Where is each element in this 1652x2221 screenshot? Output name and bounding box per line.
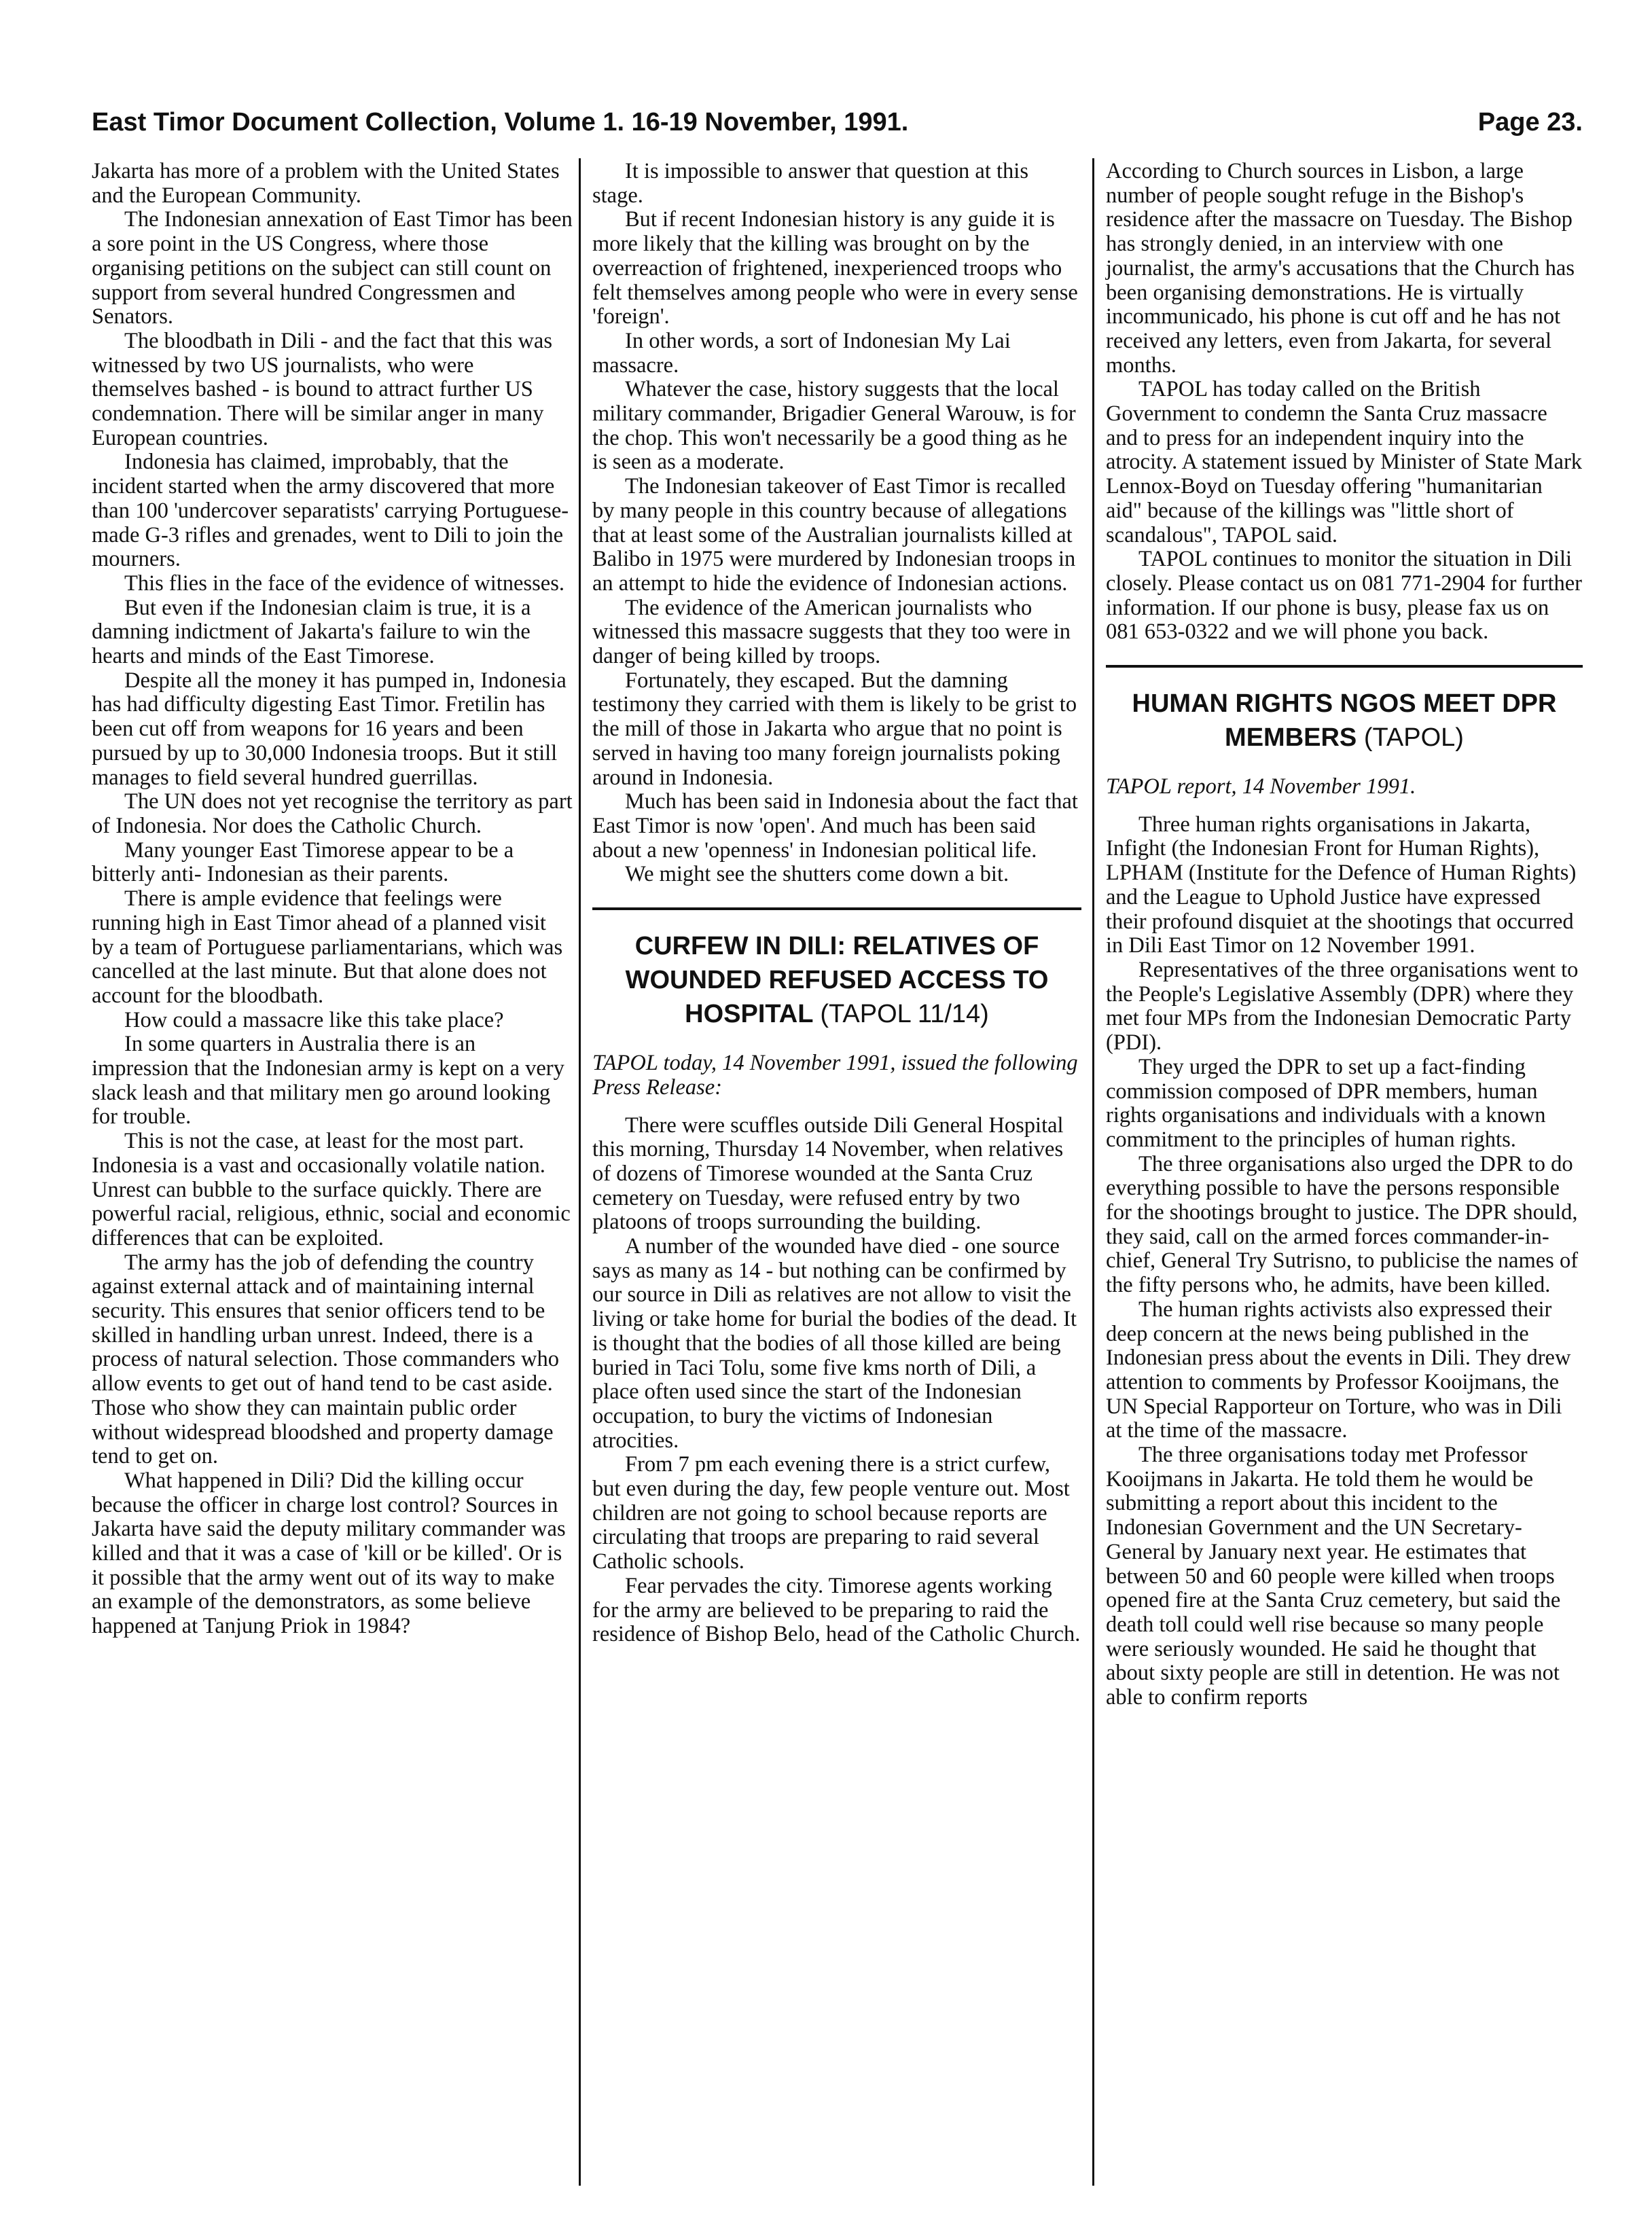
paragraph: The army has the job of defending the country against external attack and of maintaining internal security. This ensures that senior officers tend to be skilled in handling urban unrest. Indeed, there is a process of natural selection. Those commanders who allow events to get out of hand tend to be cast aside. Those who show they can maintain public order without widespread bloodshed and property damage tend to get on.: [92, 1250, 560, 1469]
paragraph: The three organisations also urged the DPR to do everything possible to have the persons responsible for the shootings brought to justice. The DPR should, they said, call on the armed forces commander-in-chief, General Try Sutrisno, to publicise the names of the fifty persons who, he admits, have been killed.: [1106, 1151, 1579, 1298]
paragraph: Jakarta has more of a problem with the United States and the European Community.: [92, 159, 560, 208]
paragraph: How could a massacre like this take place?: [124, 1007, 504, 1032]
paragraph: They urged the DPR to set up a fact-finding commission composed of DPR members, human rights organisations and individuals with a known commitment to the principles of human rights.: [1106, 1054, 1546, 1152]
paragraph: We might see the shutters come down a bit.: [625, 862, 1009, 887]
paragraph: The three organisations today met Professor Kooijmans in Jakarta. He told them he would be submitting a report about this incident to the Indonesian Government and the UN Secretary-General by January next year. He estimates that between 50 and 60 people were killed when troops opened fire at the Santa Cruz cemetery, but said the death toll could well rise because so many people were seriously wounded. He said he thought that about sixty people are still in detention. He was not able to confirm reports: [1106, 1443, 1561, 1710]
dateline: TAPOL report, 14 November 1991.: [1106, 774, 1416, 799]
paragraph: It is impossible to answer that question at this stage.: [592, 159, 1028, 208]
paragraph: But if recent Indonesian history is any guide it is more likely that the killing was brought on by the overreaction of frightened, inexperienced troops who felt themselves among people who were in every sense 'foreign'.: [592, 207, 1078, 329]
paragraph: Representatives of the three organisations went to the People's Legislative Assembly (DPR) where they met four MPs from the Indonesian Democratic Party (PDI).: [1106, 957, 1579, 1055]
paragraph: This flies in the face of the evidence of witnesses.: [124, 571, 564, 596]
article-headline: [1106, 687, 1583, 755]
headline-text: HUMAN RIGHTS NGOS MEET DPR MEMBERS: [1132, 689, 1557, 753]
paragraph: According to Church sources in Lisbon, a large number of people sought refuge in the Bishop's residence after the massacre on Tuesday. The Bishop has strongly denied, in an interview with one journalist, the army's accusations that the Church has been organising demonstrations. He is virtually incommunicado, his phone is cut off and he has not received any letters, even from Jakarta, for several months.: [1106, 159, 1575, 378]
paragraph: The evidence of the American journalists who witnessed this massacre suggests that they too were in danger of being killed by troops.: [592, 595, 1071, 669]
paragraph: The human rights activists also expressed their deep concern at the news being published in the Indonesian press about the events in Dili. They drew attention to comments by Professor Kooijmans, the UN Special Rapporteur on Torture, who was in Dili at the time of the massacre.: [1106, 1297, 1571, 1443]
article-divider: [592, 907, 1081, 910]
paragraph: TAPOL continues to monitor the situation in Dili closely. Please contact us on 081 771-2904 for further information. If our phone is busy, please fax us on 081 653-0322 and we will phone you back.: [1106, 547, 1582, 645]
paragraph: This is not the case, at least for the most part. Indonesia is a vast and occasionally volatile nation. Unrest can bubble to the surface quickly. There are powerful racial, religious, ethnic, social and economic differences that can be exploited.: [92, 1129, 571, 1250]
paragraph: The bloodbath in Dili - and the fact that this was witnessed by two US journalists, who were themselves bashed - is bound to attract further US condemnation. There will be similar anger in many European countries.: [92, 328, 552, 450]
paragraph: In other words, a sort of Indonesian My Lai massacre.: [592, 328, 1011, 378]
paragraph: There were scuffles outside Dili General Hospital this morning, Thursday 14 November, when relatives of dozens of Timorese wounded at the Santa Cruz cemetery on Tuesday, were refused entry by two platoons of troops surrounding the building.: [592, 1113, 1064, 1235]
paragraph: Fear pervades the city. Timorese agents working for the army are believed to be preparing to raid the residence of Bishop Belo, head of the Catholic Church.: [592, 1573, 1081, 1647]
page-number: Page 23.: [1477, 108, 1583, 137]
headline-source: (TAPOL 11/14): [820, 1000, 989, 1029]
paragraph: Much has been said in Indonesia about the fact that East Timor is now 'open'. And much has been said about a new 'openness' in Indonesian political life.: [592, 789, 1078, 863]
column-divider-right: [1092, 158, 1094, 2186]
publication-title: East Timor Document Collection, Volume 1. 16-19 November, 1991.: [92, 108, 909, 137]
headline-source: (TAPOL): [1363, 723, 1464, 753]
column-3: [1106, 160, 1583, 1710]
paragraph: The Indonesian takeover of East Timor is recalled by many people in this country because of allegations that at least some of the Australian journalists killed at Balibo in 1975 were murdered by Indonesian troops in an attempt to hide the evidence of Indonesian actions.: [592, 474, 1076, 596]
article-headline: [592, 929, 1081, 1031]
dateline: TAPOL today, 14 November 1991, issued the following Press Release:: [592, 1051, 1078, 1100]
paragraph: Three human rights organisations in Jakarta, Infight (the Indonesian Front for Human Rights), LPHAM (Institute for the Defence of Human Rights) and the League to Uphold Justice have expressed their profound disquiet at the shootings that occurred in Dili East Timor on 12 November 1991.: [1106, 812, 1577, 958]
paragraph: Whatever the case, history suggests that the local military commander, Brigadier General Warouw, is for the chop. This won't necessarily be a good thing as he is seen as a moderate.: [592, 377, 1076, 475]
paragraph: There is ample evidence that feelings were running high in East Timor ahead of a planned visit by a team of Portuguese parliamentarians, which was cancelled at the last minute. But that alone does not account for the bloodbath.: [92, 886, 563, 1008]
paragraph: What happened in Dili? Did the killing occur because the officer in charge lost control? Sources in Jakarta have said the deputy military commander was killed and that it was a case of 'kill or be killed'. Or is it possible that the army went out of its way to make an example of the demonstrators, as some believe happened at Tanjung Priok in 1984?: [92, 1468, 566, 1639]
paragraph: TAPOL has today called on the British Government to condemn the Santa Cruz massacre and to press for an independent inquiry into the atrocity. A statement issued by Minister of State Mark Lennox-Boyd on Tuesday offering "humanitarian aid" because of the killings was "little short of scandalous", TAPOL said.: [1106, 377, 1583, 547]
paragraph: Despite all the money it has pumped in, Indonesia has had difficulty digesting East Timor. Fretilin has been cut off from weapons for 16 years and been pursued by up to 30,000 Indonesia troops. But it still manages to field several hundred guerrillas.: [92, 668, 567, 790]
page-header: [92, 102, 1583, 143]
column-1: [92, 160, 573, 1639]
paragraph: A number of the wounded have died - one source says as many as 14 - but nothing can be confirmed by our source in Dili as relatives are not allow to visit the living or take home for burial the bodies of the dead. It is thought that the bodies of all those killed are being buried in Taci Tolu, some five kms north of Dili, a place often used since the start of the Indonesian occupation, to bury the victims of Indonesian atrocities.: [592, 1234, 1077, 1453]
paragraph: The Indonesian annexation of East Timor has been a sore point in the US Congress, where those organising petitions on the subject can still count on support from several hundred Congressmen and Senators.: [92, 207, 573, 329]
column-divider-left: [579, 158, 581, 2186]
paragraph: But even if the Indonesian claim is true, it is a damning indictment of Jakarta's failure to win the hearts and minds of the East Timorese.: [92, 595, 531, 669]
paragraph: In some quarters in Australia there is an impression that the Indonesian army is kept on a very slack leash and that military men go around looking for trouble.: [92, 1032, 564, 1130]
paragraph: Indonesia has claimed, improbably, that the incident started when the army discovered that more than 100 'undercover separatists' carrying Portuguese-made G-3 rifles and grenades, went to Dili to join the mourners.: [92, 450, 569, 572]
paragraph: From 7 pm each evening there is a strict curfew, but even during the day, few people venture out. Most children are not going to school because reports are circulating that troops are preparing to raid several Catholic schools.: [592, 1452, 1070, 1574]
column-2: [592, 160, 1081, 1647]
article-divider: [1106, 665, 1583, 668]
paragraph: Fortunately, they escaped. But the damning testimony they carried with them is likely to be grist to the mill of those in Jakarta who argue that no point is served in having too many foreign journalists poking around in Indonesia.: [592, 668, 1077, 790]
paragraph: Many younger East Timorese appear to be a bitterly anti- Indonesian as their parents.: [92, 837, 514, 887]
headline-text: CURFEW IN DILI: RELATIVES OF WOUNDED REFUSED ACCESS TO HOSPITAL: [625, 932, 1049, 1029]
paragraph: The UN does not yet recognise the territory as part of Indonesia. Nor does the Catholic Church.: [92, 789, 573, 838]
